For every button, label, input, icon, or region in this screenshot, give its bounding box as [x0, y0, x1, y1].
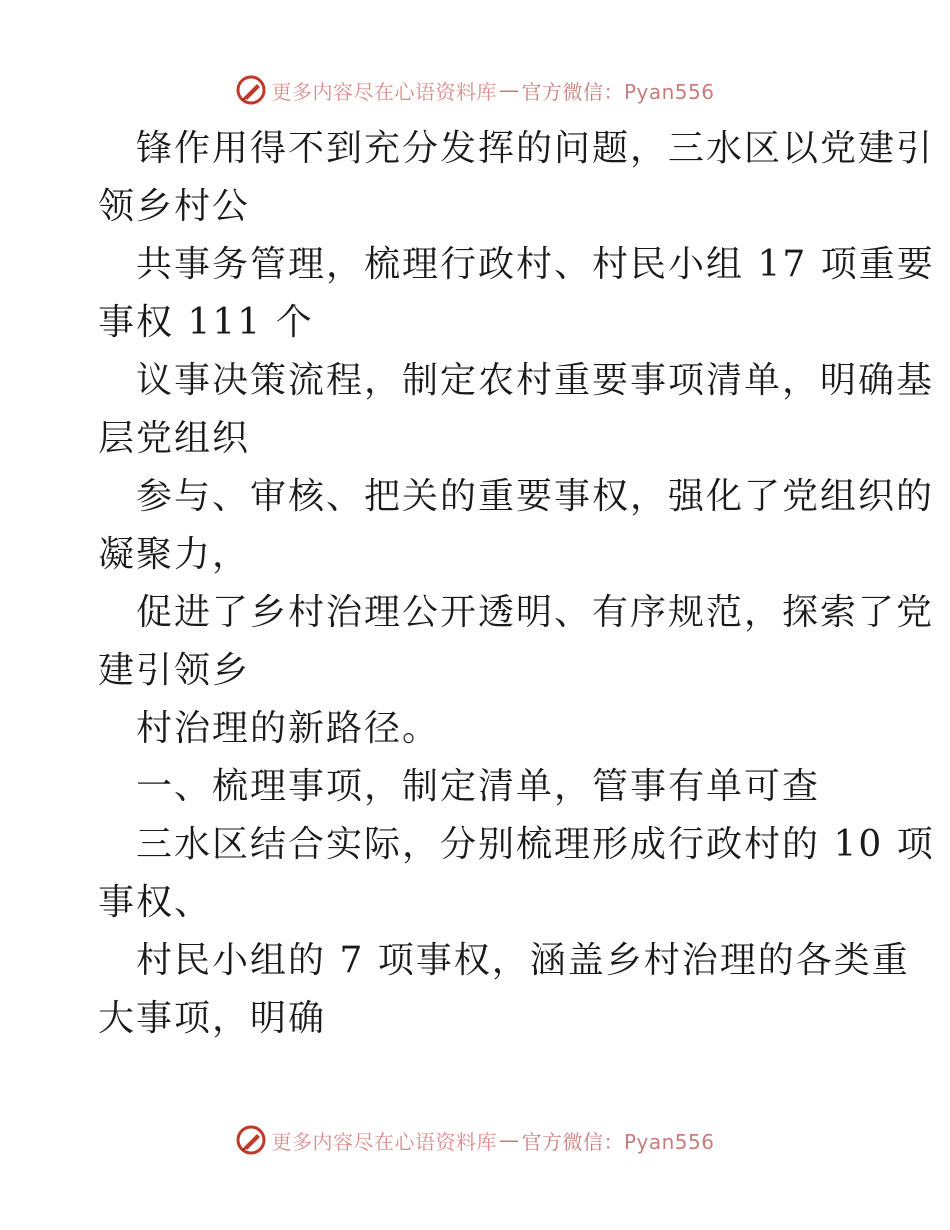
watermark-text: 更多内容尽在心语资料库: [271, 1129, 497, 1154]
text-line: 共事务管理，梳理行政村、村民小组 17 项重要: [136, 244, 935, 285]
watermark-dash: —: [498, 78, 520, 102]
text-line: 事权 111 个: [98, 302, 314, 343]
text-line: 参与、审核、把关的重要事权，强化了党组织的: [136, 476, 935, 517]
text-line: 锋作用得不到充分发挥的问题，三水区以党建引: [136, 128, 935, 169]
watermark-wechat: 官方微信：Pyan556: [521, 79, 715, 104]
text-line: 事权、: [98, 882, 213, 923]
text-line: 村治理的新路径。: [136, 708, 441, 749]
text-line: 村民小组的 7 项事权，涵盖乡村治理的各类重: [136, 940, 910, 981]
pen-logo-icon: [235, 74, 267, 106]
document-body: [98, 120, 935, 1048]
section-heading: 一、梳理事项，制定清单，管事有单可查: [136, 766, 821, 807]
watermark-dash: —: [498, 1128, 520, 1152]
text-line: 层党组织: [98, 418, 251, 459]
text-line: 促进了乡村治理公开透明、有序规范，探索了党: [136, 592, 935, 633]
text-line: 大事项，明确: [98, 998, 327, 1039]
text-line: 领乡村公: [98, 186, 251, 227]
text-line: 凝聚力，: [98, 534, 251, 575]
footer-watermark: [0, 1122, 950, 1158]
header-watermark: [0, 72, 950, 108]
watermark-text: 更多内容尽在心语资料库: [271, 79, 497, 104]
text-line: 建引领乡: [98, 650, 251, 691]
text-line: 三水区结合实际，分别梳理形成行政村的 10 项: [136, 824, 935, 865]
text-line: 议事决策流程，制定农村重要事项清单，明确基: [136, 360, 935, 401]
watermark-wechat: 官方微信：Pyan556: [521, 1129, 715, 1154]
pen-logo-icon: [235, 1124, 267, 1156]
